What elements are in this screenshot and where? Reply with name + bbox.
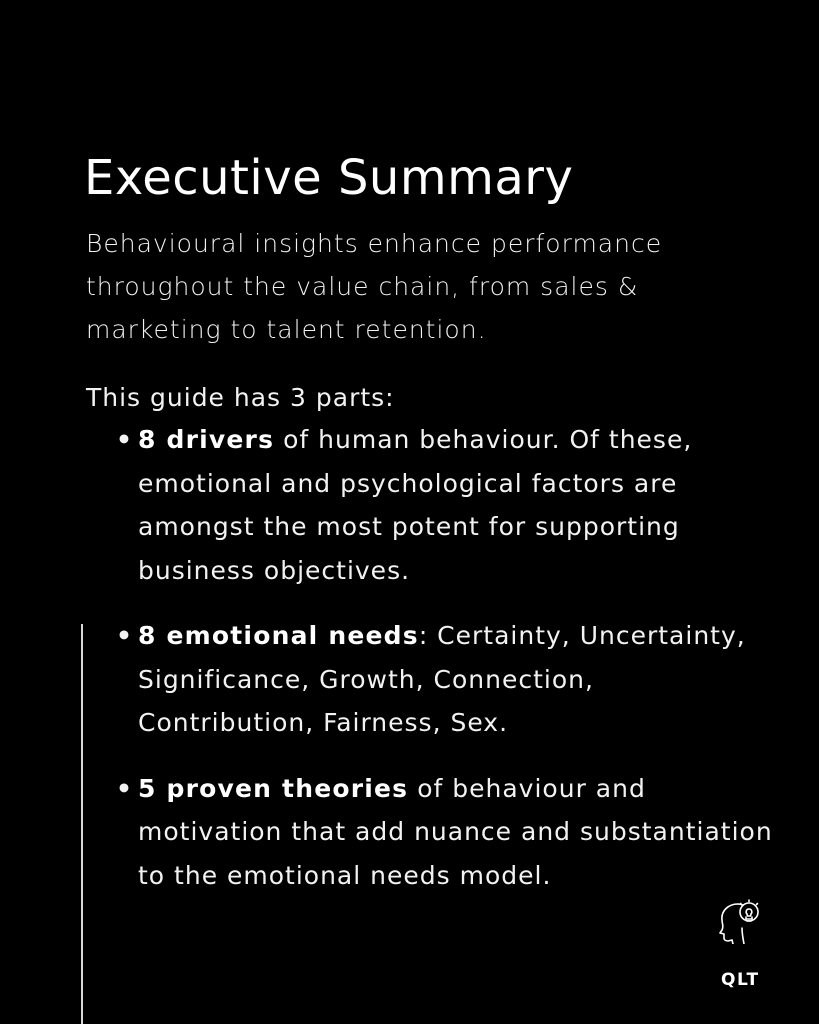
bullet-text: of behaviour and motivation that add nuance and substantiation to the emotional needs model. (138, 773, 773, 890)
parts-list (116, 418, 776, 897)
divider-line (81, 624, 83, 1024)
bullet-bold: 8 emotional needs (138, 621, 419, 650)
intro-paragraph: Behavioural insights enhance performance throughout the value chain, from sales & marketing to talent retention. (86, 229, 663, 344)
bullet-dot: • (116, 773, 133, 803)
bullet-text: : Certainty, Uncertainty, Significance, Growth, Connection, Contribution, Fairness, Sex. (138, 621, 746, 737)
bullet-bold: 8 drivers (138, 425, 275, 454)
bullet-bold: 5 proven theories (138, 773, 409, 803)
guide-heading: This guide has 3 parts: (86, 383, 395, 412)
bullet-dot: • (116, 621, 133, 650)
bullet-dot: • (116, 425, 133, 454)
bullet-text: of human behaviour. Of these, emotional and psychological factors are amongst the most potent for supporting business objectives. (138, 425, 693, 585)
list-item-emotional-needs (116, 614, 776, 745)
head-lightbulb-icon (716, 898, 762, 944)
list-item-theories (116, 767, 776, 898)
page-title: Executive Summary (84, 150, 574, 206)
list-item-drivers (116, 418, 776, 592)
brand-label: QLT (721, 970, 760, 990)
